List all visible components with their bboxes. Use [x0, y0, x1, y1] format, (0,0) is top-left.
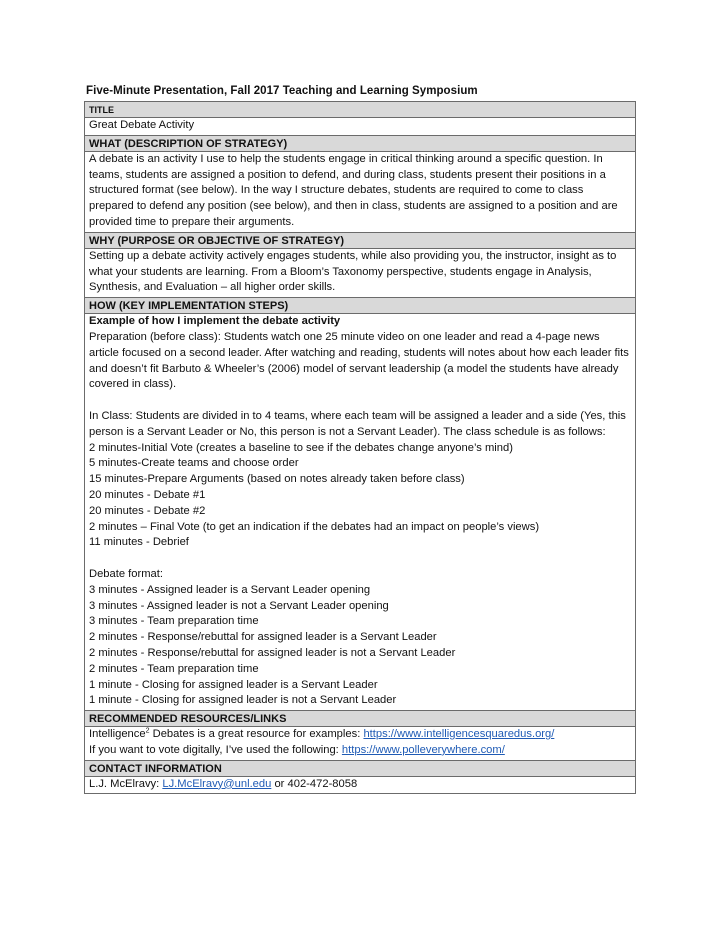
title-section-body — [85, 117, 635, 135]
strategy-table — [84, 101, 636, 794]
what-section-body — [85, 151, 635, 232]
superscript: 2 — [145, 727, 150, 735]
contact-section-header: CONTACT INFORMATION — [85, 760, 635, 776]
contact-section-body — [85, 776, 635, 794]
resource-line-polleverywhere — [89, 743, 631, 759]
how-section-header: HOW (KEY IMPLEMENTATION STEPS) — [85, 297, 635, 313]
paragraph-gap — [89, 393, 631, 409]
what-description: A debate is an activity I use to help the students engage in critical thinking around a specific question. In teams, students are assigned a position to defend, and during class, students present their positions in a structured format (see below). In the way I structure debates, students are required to come to class prepared to defend any position (see below), and then in class, students are assigned to a position and are provided time to prepare their arguments. — [89, 152, 618, 228]
format-item: 2 minutes - Team preparation time — [89, 662, 259, 675]
resource-text: Intelligence — [89, 728, 146, 741]
contact-line — [89, 777, 631, 793]
format-item: 3 minutes - Team preparation time — [89, 615, 259, 628]
how-preparation: Preparation (before class): Students watch one 25 minute video on one leader and read a 4-page news article focused on a second leader. After watching and reading, students will notes about how each leader fits and doesn’t fit Barbuto & Wheeler’s (2006) model of servant leadership (a model the students have already covered in class). — [89, 330, 629, 391]
format-item: 2 minutes - Response/rebuttal for assigned leader is not a Servant Leader — [89, 646, 456, 659]
why-description: Setting up a debate activity actively engages students, while also providing you, the instructor, insight as to what your students are learning. From a Bloom’s Taxonomy perspective, students engage in Analysis, Synthesis, and Evaluation – all higher order skills. — [89, 249, 617, 294]
polleverywhere-link[interactable]: https://www.polleverywhere.com/ — [341, 743, 505, 756]
format-item: 1 minute - Closing for assigned leader is a Servant Leader — [89, 678, 378, 691]
format-item: 3 minutes - Assigned leader is a Servant Leader opening — [89, 583, 371, 596]
how-subheading: Example of how I implement the debate activity — [89, 315, 341, 328]
format-item: 2 minutes - Response/rebuttal for assigned leader is a Servant Leader — [89, 631, 437, 644]
schedule-item: 11 minutes - Debrief — [89, 536, 189, 549]
schedule-item: 20 minutes - Debate #2 — [89, 504, 206, 517]
resource-text: Debates is a great resource for examples: — [149, 728, 364, 741]
contact-separator: or — [271, 777, 288, 790]
intelligence-squared-link[interactable]: https://www.intelligencesquaredus.org/ — [363, 728, 555, 741]
format-item: 3 minutes - Assigned leader is not a Servant Leader opening — [89, 599, 389, 612]
strategy-title: Great Debate Activity — [89, 119, 195, 131]
document-title: Five-Minute Presentation, Fall 2017 Teaching and Learning Symposium — [86, 85, 478, 97]
schedule-item: 20 minutes - Debate #1 — [89, 488, 206, 501]
format-item: 1 minute - Closing for assigned leader is not a Servant Leader — [89, 694, 397, 707]
debate-format-label: Debate format: — [89, 567, 163, 580]
schedule-item: 15 minutes-Prepare Arguments (based on notes already taken before class) — [89, 473, 465, 486]
resource-line-intelligence — [89, 727, 631, 743]
why-section-body — [85, 248, 635, 297]
what-section-header: WHAT (DESCRIPTION OF STRATEGY) — [85, 135, 635, 151]
contact-email-link[interactable]: LJ.McElravy@unl.edu — [162, 777, 272, 790]
resource-text: If you want to vote digitally, I’ve used the following: — [89, 743, 342, 756]
schedule-item: 2 minutes – Final Vote (to get an indication if the debates had an impact on people’s views) — [89, 520, 540, 533]
how-in-class: In Class: Students are divided in to 4 teams, where each team will be assigned a leader and a side (Yes, this person is a Servant Leader or No, this person is not a Servant Leader). The class schedule is as follows: — [89, 409, 626, 438]
contact-phone: 402-472-8058 — [287, 777, 358, 790]
contact-name: L.J. McElravy: — [89, 777, 163, 790]
resources-section-header: RECOMMENDED RESOURCES/LINKS — [85, 710, 635, 726]
how-section-body — [85, 313, 635, 710]
schedule-item: 5 minutes-Create teams and choose order — [89, 457, 299, 470]
why-section-header: WHY (PURPOSE OR OBJECTIVE OF STRATEGY) — [85, 232, 635, 248]
resources-section-body — [85, 726, 635, 760]
schedule-item: 2 minutes-Initial Vote (creates a baseline to see if the debates change anyone’s mind) — [89, 441, 513, 454]
paragraph-gap — [89, 551, 631, 567]
title-section-header: TITLE — [85, 102, 635, 117]
